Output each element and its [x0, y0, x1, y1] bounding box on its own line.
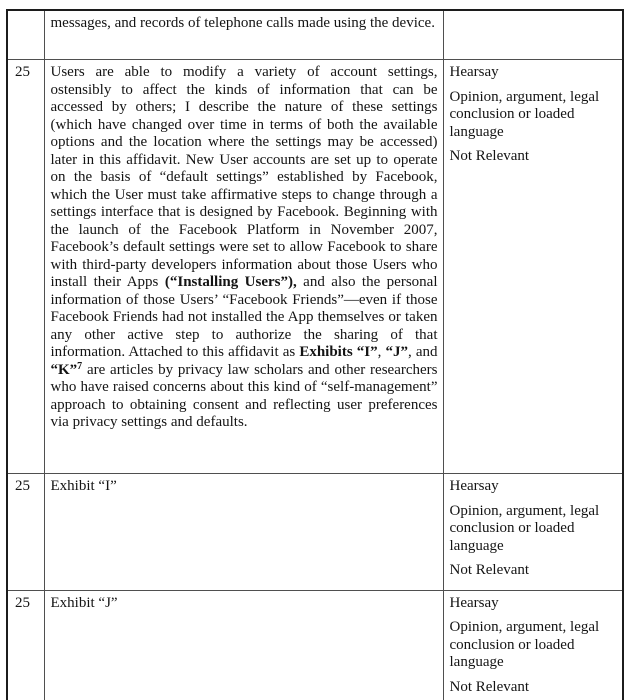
paragraph-number: 25: [15, 64, 30, 80]
text-segment: , and: [407, 344, 438, 360]
objections-cell: [443, 590, 623, 700]
evidence-objections-table: [6, 9, 624, 700]
exhibit-label: [51, 595, 438, 613]
bold-text-installing-users: (“Installing Users”),: [164, 274, 297, 290]
text-segment: messages, and records of telephone calls made using the device.: [50, 15, 435, 31]
objection-opinion-argument: Opinion, argument, legal conclusion or loaded language: [449, 619, 600, 670]
text-segment: and also the personal information of those Users’ “Facebook Friends”—even if those Facebook Friends had not installed the App themselves or taken any other active step to authorize the sharing of that information. Attached to this affidavit as: [50, 274, 438, 360]
paragraph-number-cell: [7, 590, 44, 700]
paragraph-text: [51, 15, 438, 33]
objection-not-relevant: Not Relevant: [449, 148, 530, 164]
text-segment: Users are able to modify a variety of account settings, ostensibly to affect the kinds of information that can be accessed by others; I describe the nature of these settings (which have changed over time in terms of both the available options and the location where the settings may be accessed) later in this affidavit. New User accounts are set up to operate on the basis of “default settings” established by Facebook, which the User must take affirmative steps to change through a settings interface that is designed by Facebook. Beginning with the launch of the Facebook Platform in November 2007, Facebook’s default settings were set to allow Facebook to share with third-party developers information about those Users who install their Apps: [50, 64, 438, 290]
table-row-paragraph-25: [7, 60, 623, 474]
text-segment: ,: [377, 344, 386, 360]
bold-text-exhibit-j: “J”: [385, 344, 408, 360]
objection-hearsay: Hearsay: [449, 64, 499, 80]
objection-opinion-argument: Opinion, argument, legal conclusion or loaded language: [449, 88, 600, 140]
objection-hearsay: Hearsay: [449, 478, 499, 494]
table-row-continuation: [7, 10, 623, 60]
footnote-reference-7: 7: [77, 360, 83, 372]
paragraph-number: 25: [15, 594, 30, 611]
objection-opinion-argument: Opinion, argument, legal conclusion or loaded language: [449, 502, 600, 554]
objection-hearsay: Hearsay: [449, 594, 499, 611]
content-cell: [44, 10, 443, 60]
text-segment: are articles by privacy law scholars and other researchers who have raised concerns about this kind of “self-management” approach to obtaining consent and reflecting user preferences via privacy settings and defaults.: [50, 361, 438, 430]
paragraph-number-cell: [7, 60, 44, 474]
bold-text-exhibit-k: “K”: [50, 361, 78, 378]
text-segment: Exhibit “I”: [50, 478, 117, 494]
paragraph-number: 25: [15, 478, 30, 494]
paragraph-text: [51, 64, 438, 432]
content-cell: [44, 590, 443, 700]
content-cell: [44, 474, 443, 591]
content-cell: [44, 60, 443, 474]
objections-cell: [443, 474, 623, 591]
paragraph-number-cell: [7, 474, 44, 591]
table-row-exhibit-j: [7, 590, 623, 700]
objections-cell: [443, 60, 623, 474]
exhibit-label: [51, 478, 438, 496]
paragraph-number-cell: [7, 10, 44, 60]
objection-not-relevant: Not Relevant: [449, 678, 530, 695]
objections-cell: [443, 10, 623, 60]
objection-not-relevant: Not Relevant: [449, 562, 530, 578]
bold-text-exhibit-i: Exhibits “I”: [299, 344, 378, 360]
text-segment: Exhibit “J”: [50, 594, 118, 611]
table-row-exhibit-i: [7, 474, 623, 591]
